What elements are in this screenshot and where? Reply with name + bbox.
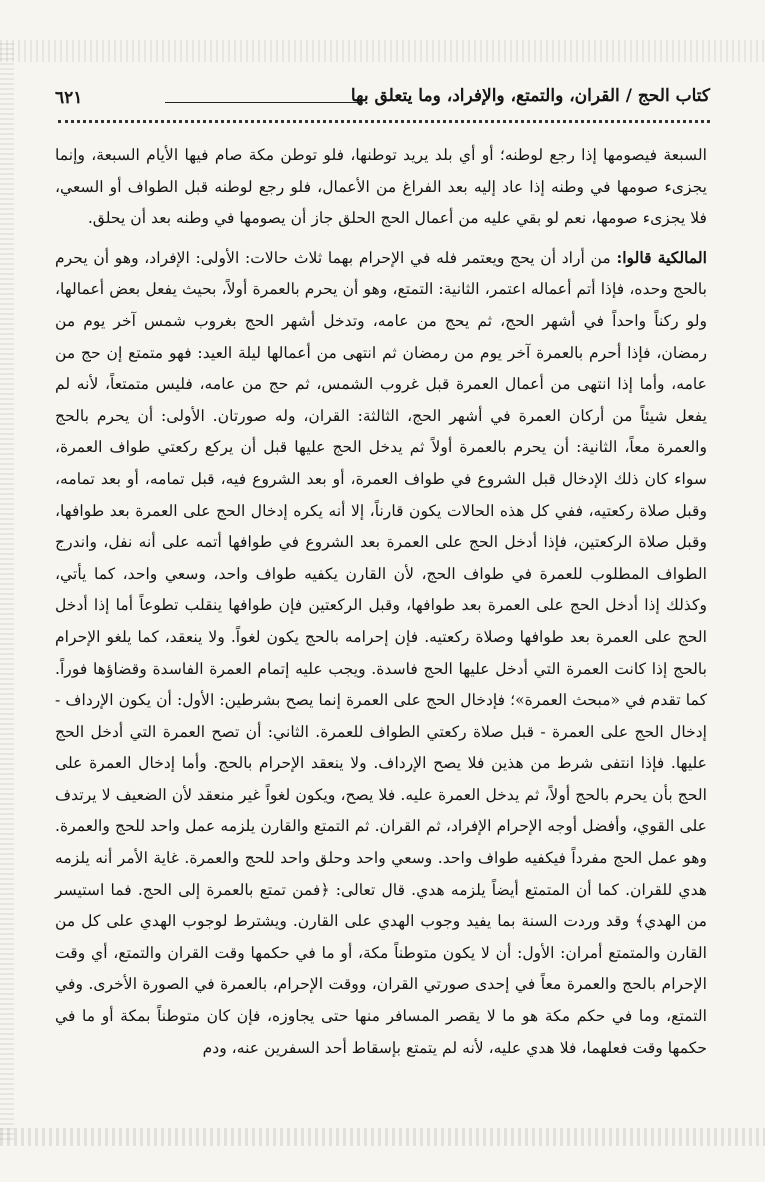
dotted-divider: [58, 120, 710, 123]
page-edge-bottom: [0, 1128, 765, 1146]
page-body: [55, 140, 707, 1064]
running-title: كتاب الحج / القران، والتمتع، والإفراد، وما يتعلق بها: [350, 86, 710, 106]
page-edge-top: [0, 40, 765, 62]
page-edge-left: [0, 40, 14, 1140]
maliki-lead: المالكية قالوا:: [616, 247, 707, 267]
page-number: ٦٢١: [55, 88, 83, 108]
maliki-text: من أراد أن يحج ويعتمر فله في الإحرام بهما ثلاث حالات: الأولى: الإفراد، وهو أن يحرم بالحج وحده، فإذا أتم أعماله اعتمر، الثانية: التمتع، وهو أن يحرم بالعمرة أولاً، بحيث يفعل بعض أعمالها، ولو ركناً واحداً في أشهر الحج، ثم يحج من عامه، وتدخل أشهر الحج بغروب شمس آخر يوم من رمضان، فإذا أحرم بالعمرة آخر يوم من رمضان ثم انتهى من أعمالها ليلة العيد: فهو متمتع إن حج من عامه، وأما إذا انتهى من أعمال العمرة قبل غروب الشمس، ثم حج من عامه، فليس متمتعاً، لأنه لم يفعل شيئاً من أركان العمرة في أشهر الحج، الثالثة: القران، وله صورتان. الأولى: أن يحرم بالحج والعمرة معاً، الثانية: أن يحرم بالعمرة أولاً ثم يدخل الحج عليها قبل أن يركع ركعتي طواف العمرة، سواء كان ذلك الإدخال قبل الشروع في طواف العمرة، أو بعد الشروع فيه، قبل تمامه، أو بعد تمامه، وقبل صلاة ركعتيه، ففي كل هذه الحالات يكون قارناً، إلا أنه يكره إدخال الحج على العمرة بعد طوافها، وقبل صلاة الركعتين، فإذا أدخل الحج على العمرة بعد الشروع في طوافها أتمه على أنه نفل، واندرج الطواف المطلوب للعمرة في طواف الحج، لأن القارن يكفيه طواف واحد، وسعي واحد، كما يأتي، وكذلك إذا أدخل الحج على العمرة بعد طوافها، وقبل الركعتين فإن طوافها ينقلب تطوعاً أما إذا أدخل الحج على العمرة بعد طوافها وصلاة ركعتيه. فإن إحرامه بالحج يكون لغواً. ولا ينعقد، كما يلغو الإحرام بالحج إذا كانت العمرة التي أدخل عليها الحج فاسدة. ويجب عليه إتمام العمرة الفاسدة وقضاؤها فوراً. كما تقدم في «مبحث العمرة»؛ فإدخال الحج على العمرة إنما يصح بشرطين: الأول: أن يكون الإرداف - إدخال الحج على العمرة - قبل صلاة ركعتي الطواف للعمرة. الثاني: أن تصح العمرة التي أدخل الحج عليها. فإذا انتفى شرط من هذين فلا يصح الإرداف. ولا ينعقد الإحرام بالحج. وأما إدخال العمرة على الحج بأن يحرم بالحج أولاً، ثم يدخل العمرة عليه. فلا يصح، ويكون لغواً غير منعقد لأن الضعيف لا يرتدف على القوي، وأفضل أوجه الإحرام الإفراد، ثم القران. ثم التمتع والقارن يلزمه عمل واحد للحج والعمرة. وهو عمل الحج مفرداً فيكفيه طواف واحد. وسعي واحد وحلق واحد للحج والعمرة. غاية الأمر أنه يلزمه هدي للقران. كما أن المتمتع أيضاً يلزمه هدي. قال تعالى: ﴿فمن تمتع بالعمرة إلى الحج. فما استيسر من الهدي﴾ وقد وردت السنة بما يفيد وجوب الهدي على القارن. ويشترط لوجوب الهدي على كل من القارن والمتمتع أمران: الأول: أن لا يكون متوطناً مكة، أو ما في حكمها وقت القران والتمتع، أي وقت الإحرام بالحج والعمرة معاً في إحدى صورتي القران، ووقت الإحرام، بالعمرة في الصورة الأخرى. وفي التمتع، وما في حكم مكة هو ما لا يقصر المسافر منها حتى يجاوزه، فإن كان متوطناً بمكة أو ما في حكمها وقت فعلهما، فلا هدي عليه، لأنه لم يتمتع بإسقاط أحد السفرين عنه، ودم: [55, 248, 707, 1057]
paragraph-hanbali-end: السبعة فيصومها إذا رجع لوطنه؛ أو أي بلد يريد توطنها، فلو توطن مكة صام فيها الأيام السبعة، وإنما يجزىء صومها في وطنه إذا عاد إليه بعد الفراغ من الأعمال، فلو رجع لوطنه قبل الطواف أو السعي، فلا يجزىء صومها، نعم لو بقي عليه من أعمال الحج الحلق جاز أن يصومها في وطنه بعد أن يحلق.: [55, 146, 707, 228]
page-header: [55, 86, 710, 116]
header-rule: [165, 102, 362, 103]
paragraph-maliki: [55, 242, 707, 1064]
